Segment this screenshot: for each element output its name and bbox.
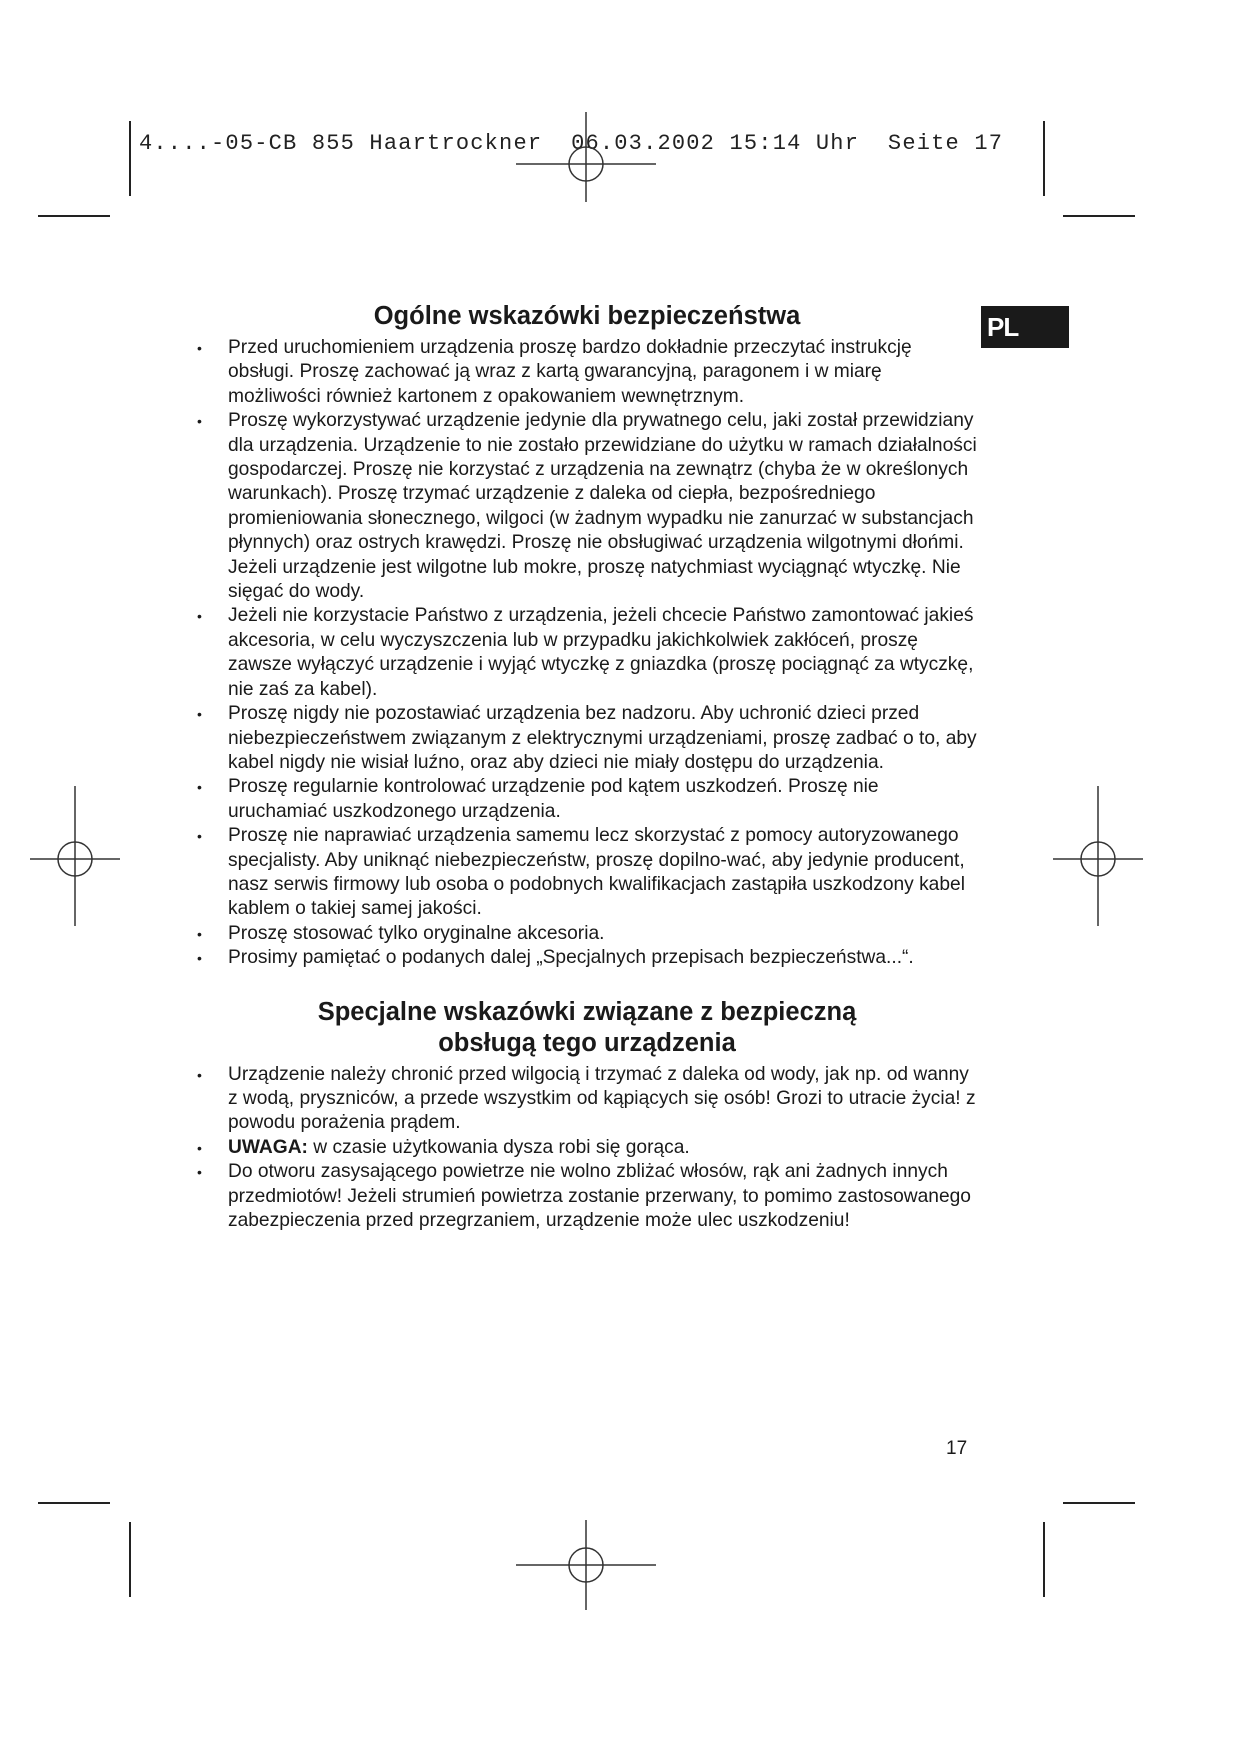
crop-mark-top-right-vertical bbox=[1043, 121, 1045, 196]
section-title-general: Ogólne wskazówki bezpieczeństwa bbox=[373, 302, 801, 330]
list-item: • Proszę nigdy nie pozostawiać urządzenia bez nadzoru. Aby uchronić dzieci przed niebezpieczeństwem związanym z elektrycznymi urządzeniami, proszę zadbać o to, aby kabel nigdy nie wisiał luźno, oraz aby dzieci nie miały dostępu do urządzenia. bbox=[197, 702, 977, 775]
crop-mark-bottom-left-horizontal bbox=[38, 1502, 110, 1504]
list-item: • Prosimy pamiętać o podanych dalej „Specjalnych przepisach bezpieczeństwa...“. bbox=[197, 946, 977, 970]
section-title-special bbox=[197, 997, 977, 1059]
print-slug: 4....-05-CB 855 Haartrockner 06.03.2002 15:14 Uhr Seite 17 bbox=[139, 131, 1004, 156]
crop-mark-top-left-horizontal bbox=[38, 215, 110, 217]
crop-mark-top-left-vertical bbox=[129, 121, 131, 196]
page-content bbox=[197, 301, 977, 1233]
language-tab: PL bbox=[981, 306, 1069, 348]
list-item: • Proszę nie naprawiać urządzenia samemu lecz skorzystać z pomocy autoryzowanego specjalisty. Aby uniknąć niebezpieczeństw, proszę dopilno-wać, aby jedynie producent, nasz serwis firmowy lub osoba o podobnych kwalifikacjach zastąpiła uszkodzony kabel kablem o takiej samej jakości. bbox=[197, 824, 977, 922]
registration-mark-right-icon bbox=[1053, 786, 1143, 926]
registration-mark-top-icon bbox=[516, 112, 656, 202]
list-item: • Proszę wykorzystywać urządzenie jedynie dla prywatnego celu, jaki został przewidziany dla urządzenia. Urządzenie to nie zostało przewidziane do użytku w ramach działalności gospodarczej. Proszę nie korzystać z urządzenia na zewnątrz (chyba że w określonych warunkach). Proszę trzymać urządzenie z daleka od ciepła, bezpośredniego promieniowania słonecznego, wilgoci (w żadnym wypadku nie zanurzać w substancjach płynnych) oraz ostrych krawędzi. Proszę nie obsługiwać urządzenia wilgotnymi dłońmi. Jeżeli urządzenie jest wilgotne lub mokre, proszę natychmiast wyciągnąć wtyczkę. Nie sięgać do wody. bbox=[197, 409, 977, 604]
crop-mark-bottom-right-horizontal bbox=[1063, 1502, 1135, 1504]
section-title-special-line2: obsługą tego urządzenia bbox=[438, 1028, 736, 1057]
list-item: • Urządzenie należy chronić przed wilgocią i trzymać z daleka od wody, jak np. od wanny z wodą, pryszniców, a przede wszystkim od kąpiących się osób! Grozi to utracie życia! z powodu porażenia prądem. bbox=[197, 1063, 977, 1136]
general-safety-list bbox=[197, 336, 977, 971]
list-item: • Proszę stosować tylko oryginalne akcesoria. bbox=[197, 922, 977, 946]
crop-mark-bottom-left-vertical bbox=[129, 1522, 131, 1597]
list-item: • Przed uruchomieniem urządzenia proszę bardzo dokładnie przeczytać instrukcję obsługi. Proszę zachować ją wraz z kartą gwarancyjną, paragonem i w miarę możliwości również kartonem z opakowaniem wewnętrznym. bbox=[197, 336, 977, 409]
list-item-warning bbox=[197, 1136, 977, 1160]
crop-mark-bottom-right-vertical bbox=[1043, 1522, 1045, 1597]
section-title-special-line1: Specjalne wskazówki związane z bezpieczną bbox=[317, 997, 857, 1026]
list-item: • Do otworu zasysającego powietrze nie wolno zbliżać włosów, rąk ani żadnych innych przedmiotów! Jeżeli strumień powietrza zostanie przerwany, to pomimo zastosowanego zabezpieczenia przed przegrzaniem, urządzenie może ulec uszkodzeniu! bbox=[197, 1160, 977, 1233]
list-item: • Proszę regularnie kontrolować urządzenie pod kątem uszkodzeń. Proszę nie uruchamiać uszkodzonego urządzenia. bbox=[197, 775, 977, 824]
page-number: 17 bbox=[946, 1438, 968, 1459]
list-item: • Jeżeli nie korzystacie Państwo z urządzenia, jeżeli chcecie Państwo zamontować jakieś akcesoria, w celu wyczyszczenia lub w przypadku jakichkolwiek zakłóceń, proszę zawsze wyłączyć urządzenie i wyjąć wtyczkę z gniazdka (proszę pociągnąć za wtyczkę, nie zaś za kabel). bbox=[197, 604, 977, 702]
warning-label: UWAGA: bbox=[228, 1136, 308, 1158]
warning-text: w czasie użytkowania dysza robi się gorąca. bbox=[307, 1136, 690, 1158]
crop-mark-top-right-horizontal bbox=[1063, 215, 1135, 217]
registration-mark-left-icon bbox=[30, 786, 120, 926]
special-safety-list bbox=[197, 1063, 977, 1234]
registration-mark-bottom-icon bbox=[516, 1520, 656, 1610]
